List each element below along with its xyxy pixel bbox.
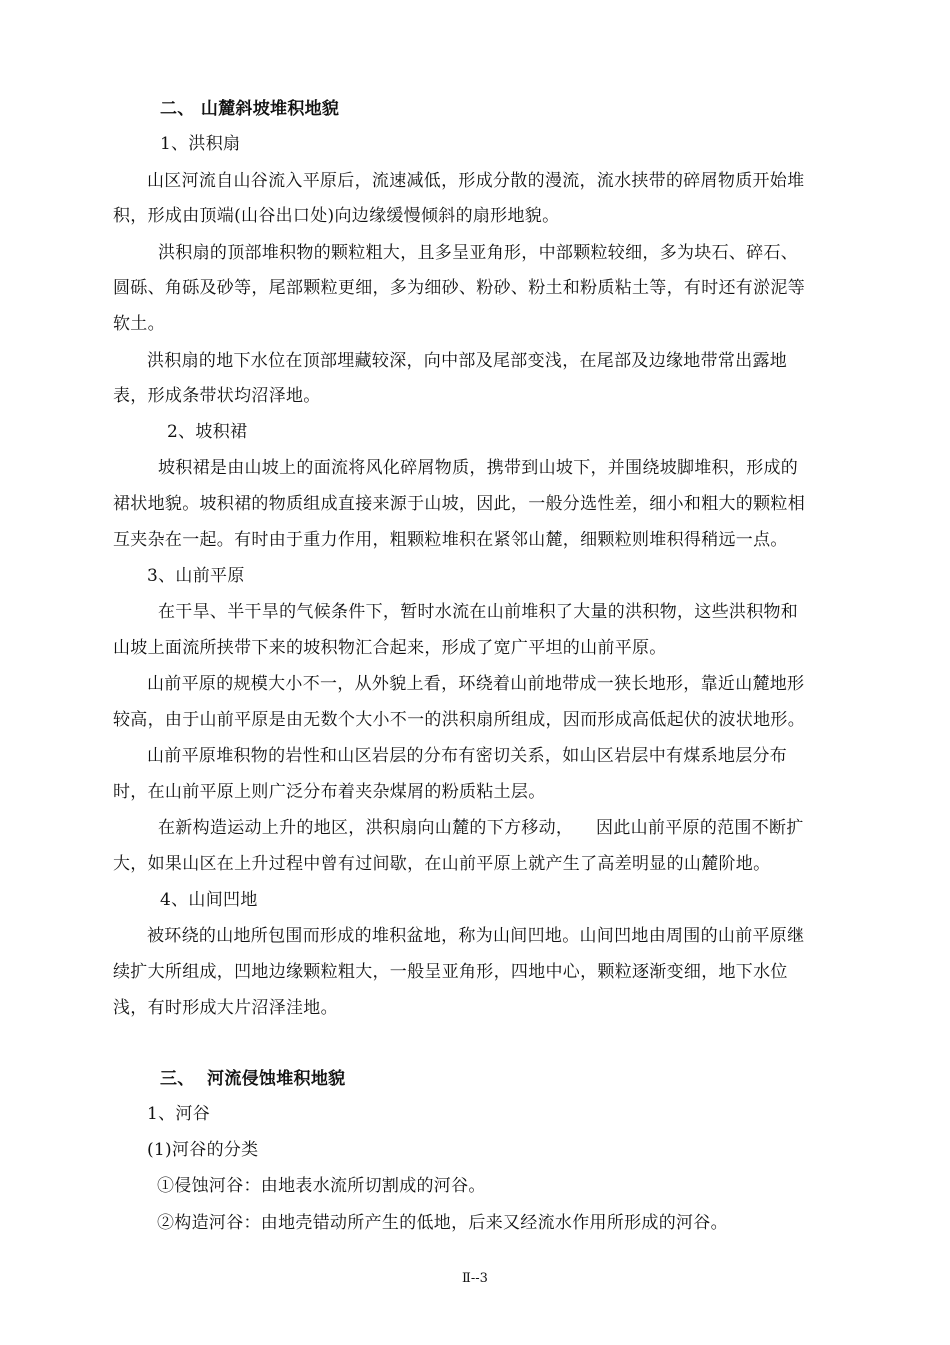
paragraph-line: 表，形成条带状均沼泽地。 xyxy=(113,386,321,406)
paragraph-line: 续扩大所组成，凹地边缘颗粒粗大，一般呈亚角形，四地中心，颗粒逐渐变细，地下水位 xyxy=(113,962,788,982)
subsection-3-heading: 3、山前平原 xyxy=(147,566,245,586)
paragraph-line: 洪积扇的顶部堆积物的颗粒粗大，且多呈亚角形，中部颗粒较细，多为块石、碎石、 xyxy=(158,243,799,263)
paragraph-line: 洪积扇的地下水位在顶部埋藏较深，向中部及尾部变浅，在尾部及边缘地带常出露地 xyxy=(147,351,788,371)
paragraph-line: 大，如果山区在上升过程中曾有过间歇，在山前平原上就产生了高差明显的山麓阶地。 xyxy=(113,854,771,874)
paragraph-line: 时，在山前平原上则广泛分布着夹杂煤屑的粉质粘土层。 xyxy=(113,782,546,802)
subsection-4-heading: 4、山间凹地 xyxy=(160,890,258,910)
paragraph-line: 软土。 xyxy=(113,314,165,334)
paragraph-line: 互夹杂在一起。有时由于重力作用，粗颗粒堆积在紧邻山麓，细颗粒则堆积得稍远一点。 xyxy=(113,530,788,550)
paragraph-line: 被环绕的山地所包围而形成的堆积盆地，称为山间凹地。山间凹地由周围的山前平原继 xyxy=(147,926,805,946)
subsection-1-heading: 1、洪积扇 xyxy=(160,134,241,154)
paragraph-line: 山坡上面流所挟带下来的坡积物汇合起来，形成了宽广平坦的山前平原。 xyxy=(113,638,667,658)
paragraph-line: 在干旱、半干旱的气候条件下，暂时水流在山前堆积了大量的洪积物，这些洪积物和 xyxy=(158,602,799,622)
paragraph-line: 山前平原堆积物的岩性和山区岩层的分布有密切关系，如山区岩层中有煤系地层分布 xyxy=(147,746,788,766)
subsection-2-heading: 2、坡积裙 xyxy=(167,422,248,442)
paragraph-line: 山区河流自山谷流入平原后，流速减低，形成分散的漫流，流水挟带的碎屑物质开始堆 xyxy=(147,171,805,191)
paragraph-line: 较高，由于山前平原是由无数个大小不一的洪积扇所组成，因而形成高低起伏的波状地形。 xyxy=(113,710,805,730)
paragraph-line: 裙状地貌。坡积裙的物质组成直接来源于山坡，因此，一般分选性差，细小和粗大的颗粒相 xyxy=(113,494,805,514)
paragraph-line: 圆砾、角砾及砂等，尾部颗粒更细，多为细砂、粉砂、粉土和粉质粘土等，有时还有淤泥等 xyxy=(113,278,805,298)
paragraph-line: 坡积裙是由山坡上的面流将风化碎屑物质，携带到山坡下，并围绕坡脚堆积，形成的 xyxy=(158,458,799,478)
section-3-title: 三、 河流侵蚀堆积地貌 xyxy=(160,1069,346,1089)
section-2-title: 二、 山麓斜坡堆积地貌 xyxy=(160,99,340,119)
paragraph-line: 积，形成由顶端(山谷出口处)向边缘缓慢倾斜的扇形地貌。 xyxy=(113,206,560,226)
page-number: Ⅱ--3 xyxy=(462,1271,488,1286)
paragraph-line: 山前平原的规模大小不一，从外貌上看，环绕着山前地带成一狭长地形，靠近山麓地形 xyxy=(147,674,805,694)
subsection-heading: 1、河谷 xyxy=(147,1104,211,1124)
item-heading: (1)河谷的分类 xyxy=(147,1140,259,1160)
paragraph-line: 浅，有时形成大片沼泽洼地。 xyxy=(113,998,338,1018)
list-item: ②构造河谷：由地壳错动所产生的低地，后来又经流水作用所形成的河谷。 xyxy=(157,1213,728,1233)
list-item: ①侵蚀河谷：由地表水流所切割成的河谷。 xyxy=(157,1176,486,1196)
paragraph-line: 在新构造运动上升的地区，洪积扇向山麓的下方移动， 因此山前平原的范围不断扩 xyxy=(158,818,804,838)
